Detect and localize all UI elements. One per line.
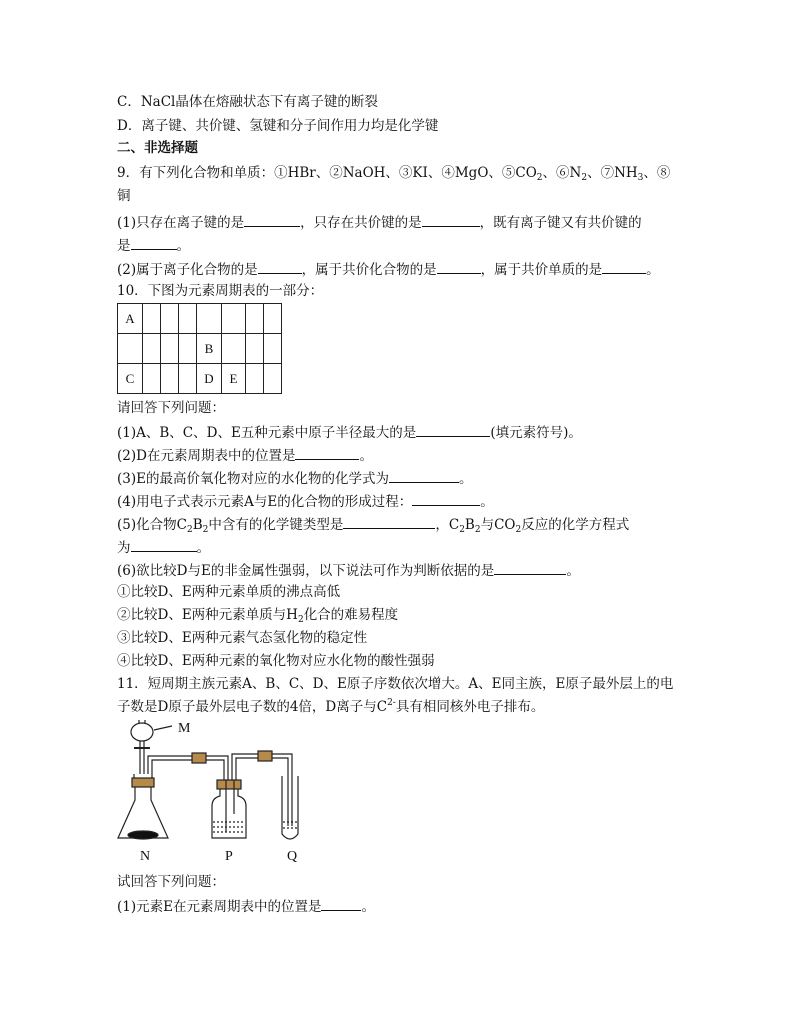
table-cell: E xyxy=(222,364,246,394)
label-q: Q xyxy=(287,849,298,864)
q9-part2: (2)属于离子化合物的是 ，属于共价化合物的是 ，属于共价单质的是 。 xyxy=(117,259,660,279)
q9-part1: (1)只存在离子键的是 ，只存在共价键的是 ，既有离子键又有共价键的 xyxy=(117,212,642,232)
table-cell xyxy=(222,334,246,364)
table-cell: A xyxy=(118,304,143,334)
q11-stem-cont: 子数是D原子最外层电子数的4倍，D离子与$C^{2-}$具有相同核外电子排布。 xyxy=(117,698,545,715)
q10-option-2: ②比较D、E两种元素单质与$H_2$化合的难易程度 xyxy=(117,607,399,625)
answer-blank[interactable] xyxy=(244,212,300,227)
q10-option-3: ③比较D、E两种元素气态氢化物的稳定性 xyxy=(117,630,368,646)
table-cell xyxy=(143,334,161,364)
table-cell xyxy=(264,364,282,394)
rubber-tube xyxy=(258,751,272,761)
answer-blank[interactable] xyxy=(343,514,435,529)
stopper xyxy=(132,778,154,787)
label-m: M xyxy=(178,721,191,736)
table-cell xyxy=(161,364,179,394)
q10-sub5: (5)化合物$C_2B_2$中含有的化学键类型是 ，$C_2B_2$与$CO_2$反应的化学方程式 xyxy=(117,514,629,534)
q9-part1-cont: 是 。 xyxy=(117,235,190,255)
table-cell xyxy=(246,334,264,364)
wash-bottle xyxy=(212,789,246,838)
q11-stem: 11．短周期主族元素A、B、C、D、E原子序数依次增大。A、E同主族，E原子最外层上的电 xyxy=(117,676,674,692)
section-heading: 二、非选择题 xyxy=(117,140,198,156)
table-cell xyxy=(179,304,197,334)
q10-sub4: (4)用电子式表示元素A与E的化合物的形成过程： 。 xyxy=(117,491,494,511)
answer-blank[interactable] xyxy=(437,259,481,274)
option-d: D．离子键、共价键、氢键和分子间作用力均是化学键 xyxy=(117,118,439,134)
q9-stem-cont: 铜 xyxy=(117,188,131,204)
answer-blank[interactable] xyxy=(321,896,361,911)
answer-blank[interactable] xyxy=(389,468,459,483)
answer-blank[interactable] xyxy=(131,537,197,552)
table-cell xyxy=(246,304,264,334)
q10-sub1: (1)A、B、C、D、E五种元素中原子半径最大的是 (填元素符号)。 xyxy=(117,422,582,442)
label-leader xyxy=(154,726,172,730)
table-cell xyxy=(264,334,282,364)
table-cell xyxy=(222,304,246,334)
q10-sub6: (6)欲比较D与E的非金属性强弱，以下说法可作为判断依据的是 。 xyxy=(117,560,580,580)
answer-blank[interactable] xyxy=(416,422,490,437)
table-cell xyxy=(246,364,264,394)
table-cell xyxy=(143,304,161,334)
table-cell: C xyxy=(118,364,143,394)
table-cell xyxy=(264,304,282,334)
table-cell: D xyxy=(197,364,222,394)
test-tube xyxy=(282,776,298,839)
funnel-bulb xyxy=(131,723,153,741)
conical-flask xyxy=(118,787,168,838)
table-cell xyxy=(161,304,179,334)
table-cell xyxy=(179,364,197,394)
answer-blank[interactable] xyxy=(295,445,359,460)
table-cell xyxy=(179,334,197,364)
answer-blank[interactable] xyxy=(422,212,480,227)
q9-stem: 9．有下列化合物和单质：①HBr、②NaOH、③KI、④MgO、$⑤CO_2$、$⑥N_2$、$⑦NH_3$、⑧ xyxy=(117,165,671,183)
answer-blank[interactable] xyxy=(602,259,646,274)
periodic-table-fragment xyxy=(117,303,282,394)
q10-sub3: (3)E的最高价氧化物对应的水化物的化学式为 。 xyxy=(117,468,472,488)
table-cell xyxy=(143,364,161,394)
q10-title: 10．下图为元素周期表的一部分： xyxy=(117,283,324,299)
table-cell xyxy=(197,304,222,334)
label-p: P xyxy=(225,849,233,864)
table-cell xyxy=(161,334,179,364)
table-cell xyxy=(118,334,143,364)
apparatus-diagram xyxy=(112,718,312,848)
q10-option-4: ④比较D、E两种元素的氧化物对应水化物的酸性强弱 xyxy=(117,653,435,669)
label-n: N xyxy=(140,849,151,864)
option-c: C．NaCl晶体在熔融状态下有离子键的断裂 xyxy=(117,94,378,110)
answer-blank[interactable] xyxy=(131,235,177,250)
q10-sub5-cont: 为 。 xyxy=(117,537,210,557)
rubber-tube xyxy=(192,753,206,763)
q10-option-1: ①比较D、E两种元素单质的沸点高低 xyxy=(117,584,341,600)
stopper xyxy=(217,780,241,789)
answer-blank[interactable] xyxy=(258,259,302,274)
answer-blank[interactable] xyxy=(494,560,566,575)
q10-prompt: 请回答下列问题： xyxy=(117,400,225,416)
table-cell: B xyxy=(197,334,222,364)
answer-blank[interactable] xyxy=(412,491,480,506)
q11-prompt: 试回答下列问题： xyxy=(117,874,225,890)
solid-reagent xyxy=(128,831,158,839)
q11-sub1: (1)元素E在元素周期表中的位置是 。 xyxy=(117,896,375,916)
q10-sub2: (2)D在元素周期表中的位置是 。 xyxy=(117,445,373,465)
